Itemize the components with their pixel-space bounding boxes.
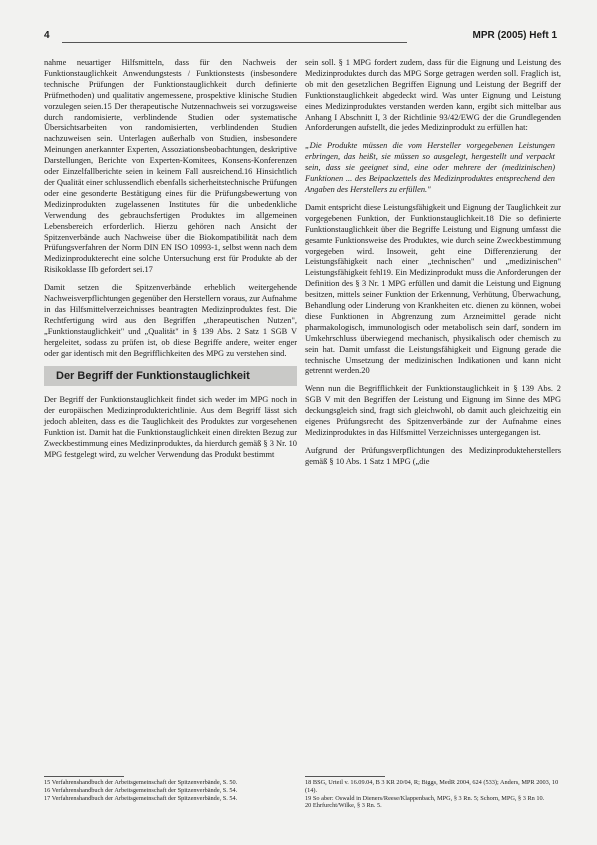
footnote: 15 Verfahrenshandbuch der Arbeitsgemeinschaft der Spitzenverbände, S. 50. [44, 779, 238, 786]
body-paragraph: nahme neuartiger Hilfsmitteln, dass für den Nachweis der Funktionstauglichkeit Anwendungstests / Funktionstests (insbesondere technische Prüfungen der Funktionstauglichkeit durch definierte Prüfmethoden) und qualitativ angemessene, prospektive klinische Studien vorzulegen seien.15 Der therapeutische Nutzennachweis sei vorzugsweise durch randomisierte, verblindende Studien oder systematische Übersichtsarbeiten von randomisierten, verblindenden Studien nachzuweisen sein. Unterlagen außerhalb von Studien, insbesondere Meinungen anerkannter Experten, Assoziationsbeobachtungen, deskriptive Darstellungen, Berichte von Experten-Komitees, Konsens-Konferenzen oder Einzelfallberichte seien in keinem Fall ausreichend.16 Hinsichtlich der Qualität einer schlussendlich ebenfalls sicherheitstechnische Prüfungen oder eine gesonderte Bestätigung eines für die Prüfungsbewertung von Medizinprodukten zugelassenen Institutes für die unbedenkliche Verwendung des gebrauchsfertigen Produktes im allgemeinen Lebensbereich erforderlich. Hierzu gehören nach Ansicht der Spitzenverbände auch Nachweise über die Biokompatibilität nach dem Prüfungsverfahren der Norm DIN EN ISO 10993-1, selbst wenn nach dem Medizinprodukterecht eine solche Untersuchung erst für Produkte ab der Risikoklasse IIb gefordert sei.17 [44, 58, 297, 275]
page-number: 4 [44, 30, 50, 41]
footnote: 16 Verfahrenshandbuch der Arbeitsgemeinschaft der Spitzenverbände, S. 54. [44, 786, 238, 794]
footnotes-left [44, 776, 294, 802]
footnote-rule [305, 776, 385, 777]
footnote: 18 BSG, Urteil v. 16.09.04, B 3 KR 20/04, R; Biggs, MedR 2004, 624 (533); Anders, MPR 2003, 10 (14). [305, 779, 559, 794]
section-heading: Der Begriff der Funktionstauglichkeit [44, 366, 297, 386]
footnotes-right [305, 776, 560, 810]
journal-reference: MPR (2005) Heft 1 [472, 30, 557, 41]
body-paragraph: Damit setzen die Spitzenverbände erheblich weitergehende Nachweisverpflichtungen gegenüber den Herstellern voraus, zur Aufnahme in das Hilfsmittelverzeichnisses beantragten Medizinproduktes fest. Die Rechtfertigung wird aus den Begriffen „therapeutischen Nutzen", „Funktionstauglichkeit" und „Qualität" in § 139 Abs. 2 Satz 1 SGB V hergeleitet, sodass zu prüfen ist, ob diese Begriffe andere, weiter enger oder gar identisch mit den Begrifflichkeiten des MPG zu verstehen sind. [44, 283, 297, 358]
directive-quote: „Die Produkte müssen die vom Hersteller vorgegebenen Leistungen erbringen, das heißt, sie müssen so ausgelegt, hergestellt und verpackt sein, dass sie geeignet sind, eine oder mehrere der (medizinischen) Funktionen ... des Beipackzettels des Medizinproduktes entsprechend den Angaben des Herstellers zu erfüllen." [305, 141, 555, 194]
header-rule [62, 42, 407, 43]
left-column [44, 58, 297, 468]
body-paragraph: Der Begriff der Funktionstauglichkeit findet sich weder im MPG noch in der europäischen Medizinprodukterichtlinie. Aus dem Begriff lässt sich jedoch ableiten, dass es die Tauglichkeit des Produktes zur vorgesehenen Funktion ist. Damit hat die Funktionstauglichkeit einen direkten Bezug zur Zweckbestimmung eines Medizinproduktes, da hierdurch gemäß § 3 Nr. 10 MPG festgelegt wird, zu welcher Verwendung das Produkt bestimmt [44, 395, 297, 459]
page-header [44, 30, 557, 44]
right-column [305, 58, 561, 475]
body-paragraph: Damit entspricht diese Leistungsfähigkeit und Eignung der Tauglichkeit zur vorgegebenen Funktion, der Funktionstauglichkeit.18 Die so definierte Funktionstauglichkeit über die Begriffe Leistung und Eignung umfasst die gesamte Funktionsweise des Produktes, wie durch seine Zweckbestimmung vorgegeben wird. Insoweit, geht eine Differenzierung der Leistungsfähigkeit nach einer „technischen" und „medizinischen" Leistungsfähigkeit fehl19. Ein Medizinprodukt muss die Anforderungen der Definition des § 3 Nr. 1 MPG erfüllen und damit die Leistung und Eignung besitzen, mittels seiner Funktion der Erkennung, Verhütung, Überwachung, Behandlung oder Linderung von Krankheiten etc. dienen zu können, wobei diese Funktionen in Abgrenzung zum Arzneimittel gerade nicht pharmakologisch, immunologisch oder metabolisch sein darf, sondern im Umkehrschluss überwiegend mechanisch, physikalisch oder chemisch zu sein hat. Damit umfasst die Leistungsfähigkeit und Eignung gerade die technische Umsetzung der medizinischen Indikationen und kann nicht getrennt werden.20 [305, 202, 561, 376]
body-paragraph: Wenn nun die Begrifflichkeit der Funktionstauglichkeit in § 139 Abs. 2 SGB V mit den Begriffen der Leistung und Eignung im Sinne des MPG deckungsgleich sind, fragt sich gleichwohl, ob damit auch gleichzeitig ein eigenes Prüfungsrecht des Spitzenverbände zur der Aufnahme eines Medizinproduktes in das Hilfsmittel Verzeichnisses untergegangen ist. [305, 384, 561, 437]
body-paragraph: Aufgrund der Prüfungsverpflichtungen des Medizinprodukteherstellers gemäß § 10 Abs. 1 Satz 1 MPG („die [305, 445, 561, 466]
body-paragraph: sein soll. § 1 MPG fordert zudem, dass für die Eignung und Leistung des Medizinproduktes durch das MPG Sorge getragen werden soll. Fraglich ist, ob mit den gesetzlichen Begriffen Eignung und Leistung der Begriff der Funktionstauglichkeit abgedeckt wird. Was unter Eignung und Leistung eines Medizinproduktes verstanden werden kann, ergibt sich mittelbar aus Anhang I Abschnitt I, 3 der Richtlinie 93/42/EWG der die Grundlegenden Anforderungen aufstellt, die jedes Medizinprodukt zu erfüllen hat: [305, 58, 561, 133]
footnote-rule [44, 776, 124, 777]
footnote: 17 Verfahrenshandbuch der Arbeitsgemeinschaft der Spitzenverbände, S. 54. [44, 794, 238, 802]
footnote: 20 Ehrfurcht/Wilke, § 3 Rn. 5. [305, 802, 382, 810]
footnote: 19 So aber: Oswald in Dieners/Reese/Klappenbach, MPG, § 3 Rn. 5; Schorn, MPG, § 3 Rn 10. [305, 794, 545, 802]
